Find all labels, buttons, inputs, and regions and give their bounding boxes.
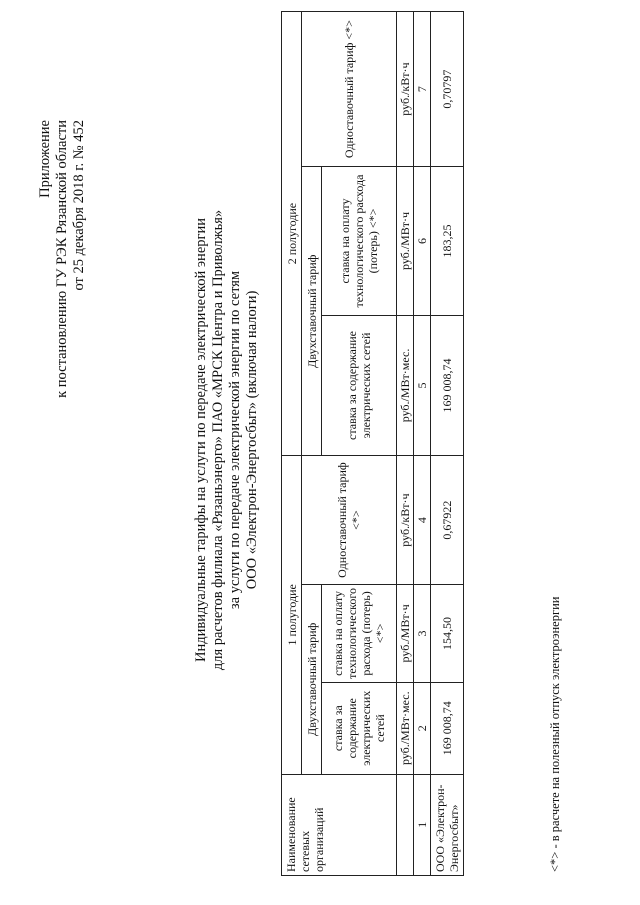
col-num-4: 4 [414,456,431,585]
value-cell-6: 183,25 [431,167,464,316]
header-row-column-numbers [414,12,431,876]
title-line-4: ООО «Электрон-Энергосбыт» (включая налоги) [244,290,260,590]
col-num-5: 5 [414,315,431,455]
unit-mwh-2: руб./МВт·ч [397,167,414,316]
one-part-header-1: Одноставочный тариф <*> [302,456,397,585]
footnote: <*> - в расчете на полезный отпуск электроэнергии [548,596,562,872]
unit-maint-1: руб./МВт·мес. [397,682,414,774]
org-header-cell: Наименование сетевых организаций [282,774,397,875]
value-cell-3: 154,50 [431,585,464,683]
unit-kwh-1: руб./кВт·ч [397,456,414,585]
rate-losses-1: ставка на оплату технологического расхода (потерь) <*> [322,585,397,683]
col-num-6: 6 [414,167,431,316]
half1-header: 1 полугодие [282,456,302,774]
col-num-3: 3 [414,585,431,683]
col-num-2: 2 [414,682,431,774]
one-part-header-2: Одноставочный тариф <*> [302,12,397,167]
header-row-halves [282,12,302,876]
org-name-cell: ООО «Электрон-Энергосбыт» [431,774,464,875]
unit-maint-2: руб./МВт·мес. [397,315,414,455]
appendix-header [37,120,88,398]
appendix-resolution: к постановлению ГУ РЭК Рязанской области [54,120,70,398]
rate-maintenance-1: ставка за содержание электрических сетей [322,682,397,774]
value-cell-7: 0,70797 [431,12,464,167]
appendix-date: от 25 декабря 2018 г. № 452 [71,120,87,291]
document-title [193,195,261,685]
unit-kwh-2: руб./кВт·ч [397,12,414,167]
rate-losses-2: ставка на оплату технологического расхода (потерь) <*> [322,167,397,316]
header-row-units [397,12,414,876]
half2-header: 2 полугодие [282,12,302,456]
two-part-header-2: Двухставочный тариф [302,167,322,456]
value-cell-4: 0,67922 [431,456,464,585]
appendix-label: Приложение [37,120,53,198]
title-line-2: для расчетов филиала «Рязаньэнерго» ПАО «МРСК Центра и Приволжья» [210,209,226,671]
value-cell-5: 169 008,74 [431,315,464,455]
title-line-1: Индивидуальные тарифы на услуги по передаче электрической энергии [193,218,209,662]
header-row-tariff-type [302,12,322,876]
col-num-1: 1 [414,774,431,875]
rate-maintenance-2: ставка за содержание электрических сетей [322,315,397,455]
unit-mwh-1: руб./МВт·ч [397,585,414,683]
unit-empty [397,774,414,875]
table-row [431,12,464,876]
col-num-7: 7 [414,12,431,167]
value-cell-2: 169 008,74 [431,682,464,774]
two-part-header-1: Двухставочный тариф [302,585,322,775]
tariff-table [281,11,464,876]
title-line-3: за услуги по передаче электрической энергии по сетям [227,270,243,610]
